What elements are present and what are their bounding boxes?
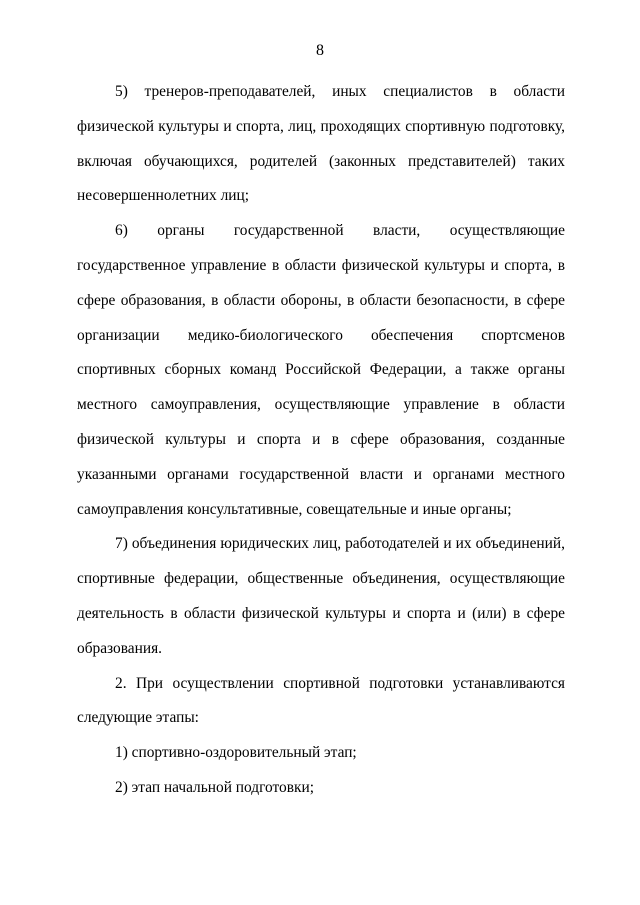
paragraph-item-6: 6) органы государственной власти, осуществляющие государственное управление в области физической культуры и спорта, в сфере образования, в области обороны, в области безопасности, в сфере организации медико-биологического обеспечения спортсменов спортивных сборных команд Российской Федерации, а также органы местного самоуправления, осуществляющие управление в области физической культуры и спорта и в сфере образования, созданные указанными органами государственной власти и органами местного самоуправления консультативные, совещательные и иные органы; [77,222,565,518]
paragraph-stage-2: 2) этап начальной подготовки; [115,778,314,796]
page-number: 8 [316,42,324,59]
document-body [77,75,565,806]
paragraph-item-5: 5) тренеров-преподавателей, иных специалистов в области физической культуры и спорта, лиц, проходящих спортивную подготовку, включая обучающихся, родителей (законных представителей) таких несовершеннолетних лиц; [77,83,565,205]
paragraph-stage-1: 1) спортивно-оздоровительный этап; [115,744,357,762]
paragraph-item-7: 7) объединения юридических лиц, работодателей и их объединений, спортивные федерации, общественные объединения, осуществляющие деятельность в области физической культуры и спорта и (или) в сфере образования. [77,535,565,657]
paragraph-section-2: 2. При осуществлении спортивной подготовки устанавливаются следующие этапы: [77,674,565,727]
